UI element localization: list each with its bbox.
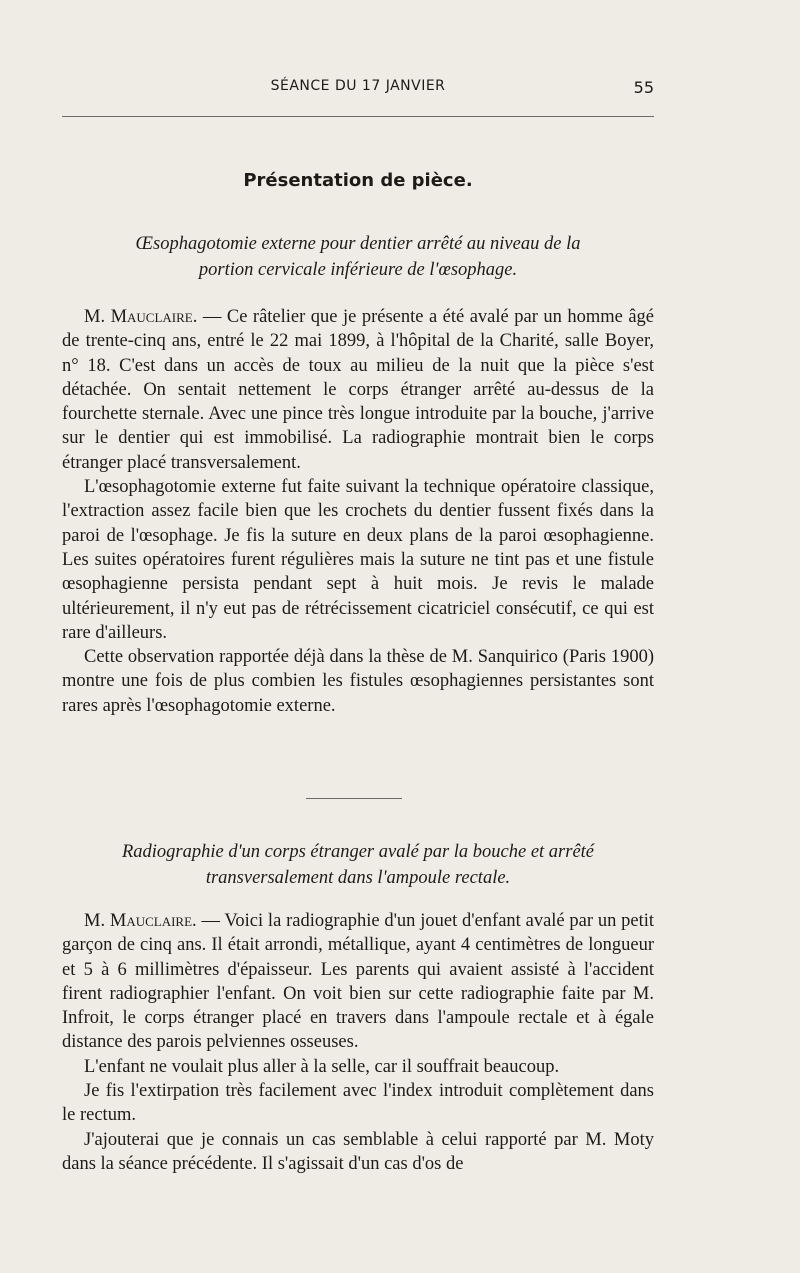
running-head (62, 78, 654, 102)
section1-subtitle (62, 231, 654, 283)
section1-paragraph-3: Cette observation rapportée déjà dans la thèse de M. Sanquirico (Paris 1900) montre une fois de plus combien les fistules œsophagiennes persistantes sont rares après l'œsophagotomie externe. (62, 647, 654, 716)
section2-subtitle (62, 839, 654, 891)
speaker-name: M. Mauclaire. (84, 911, 197, 931)
section2-body (62, 909, 654, 1176)
section-divider (306, 798, 402, 799)
section2-subtitle-line2: transversalement dans l'ampoule rectale. (205, 868, 511, 888)
paragraph-text: — Ce râtelier que je présente a été avalé par un homme âgé de trente-cinq ans, entré le 22 mai 1899, à l'hôpital de la Charité, salle Boyer, n° 18. C'est dans un accès de toux au milieu de la nuit que la pièce s'est détachée. On sentait nettement le corps étranger arrêté au-dessus de la fourchette sternale. Avec une pince très longue introduite par la bouche, j'arrive sur le dentier qui est immobilisé. La radiographie montrait bien le corps étranger placé transversalement. (62, 307, 655, 473)
section1-subtitle-line1: Œsophagotomie externe pour dentier arrêté au niveau de la (135, 234, 581, 254)
page-number: 55 (633, 78, 654, 97)
running-title: SÉANCE DU 17 JANVIER (270, 78, 446, 94)
header-rule (62, 116, 654, 117)
speaker-name: M. Mauclaire. (84, 307, 198, 327)
section2-paragraph-3: Je fis l'extirpation très facilement avec l'index introduit complètement dans le rectum. (62, 1081, 654, 1126)
section2-paragraph-4: J'ajouterai que je connais un cas semblable à celui rapporté par M. Moty dans la séance précédente. Il s'agissait d'un cas d'os de (62, 1129, 654, 1174)
section2-paragraph-2: L'enfant ne voulait plus aller à la selle, car il souffrait beaucoup. (84, 1056, 560, 1077)
section1-subtitle-line2: portion cervicale inférieure de l'œsophage. (198, 260, 518, 280)
section1-body (62, 305, 654, 718)
section2-subtitle-line1: Radiographie d'un corps étranger avalé par la bouche et arrêté (121, 842, 595, 862)
paragraph-text: — Voici la radiographie d'un jouet d'enfant avalé par un petit garçon de cinq ans. Il était arrondi, métallique, ayant 4 centimètres de longueur et 5 à 6 millimètres d'épaisseur. Les parents qui avaient assisté à l'accident firent radiographier l'enfant. On voit bien sur cette radiographie faite par M. Infroit, le corps étranger placé en travers dans l'ampoule rectale et à égale distance des parois pelviennes osseuses. (62, 911, 655, 1053)
section1-paragraph-1 (62, 305, 654, 475)
section1-paragraph-2: L'œsophagotomie externe fut faite suivant la technique opératoire classique, l'extraction assez facile bien que les crochets du dentier fussent fixés dans la paroi de l'œsophage. Je fis la suture en deux plans de la paroi œsophagienne. Les suites opératoires furent régulières mais la suture ne tint pas et une fistule œsophagienne persista pendant sept à huit mois. Je revis le malade ultérieurement, il n'y eut pas de rétrécissement cicatriciel consécutif, ce qui est rare d'ailleurs. (62, 477, 654, 643)
section-title: Présentation de pièce. (243, 170, 473, 191)
section2-paragraph-1 (62, 909, 654, 1055)
